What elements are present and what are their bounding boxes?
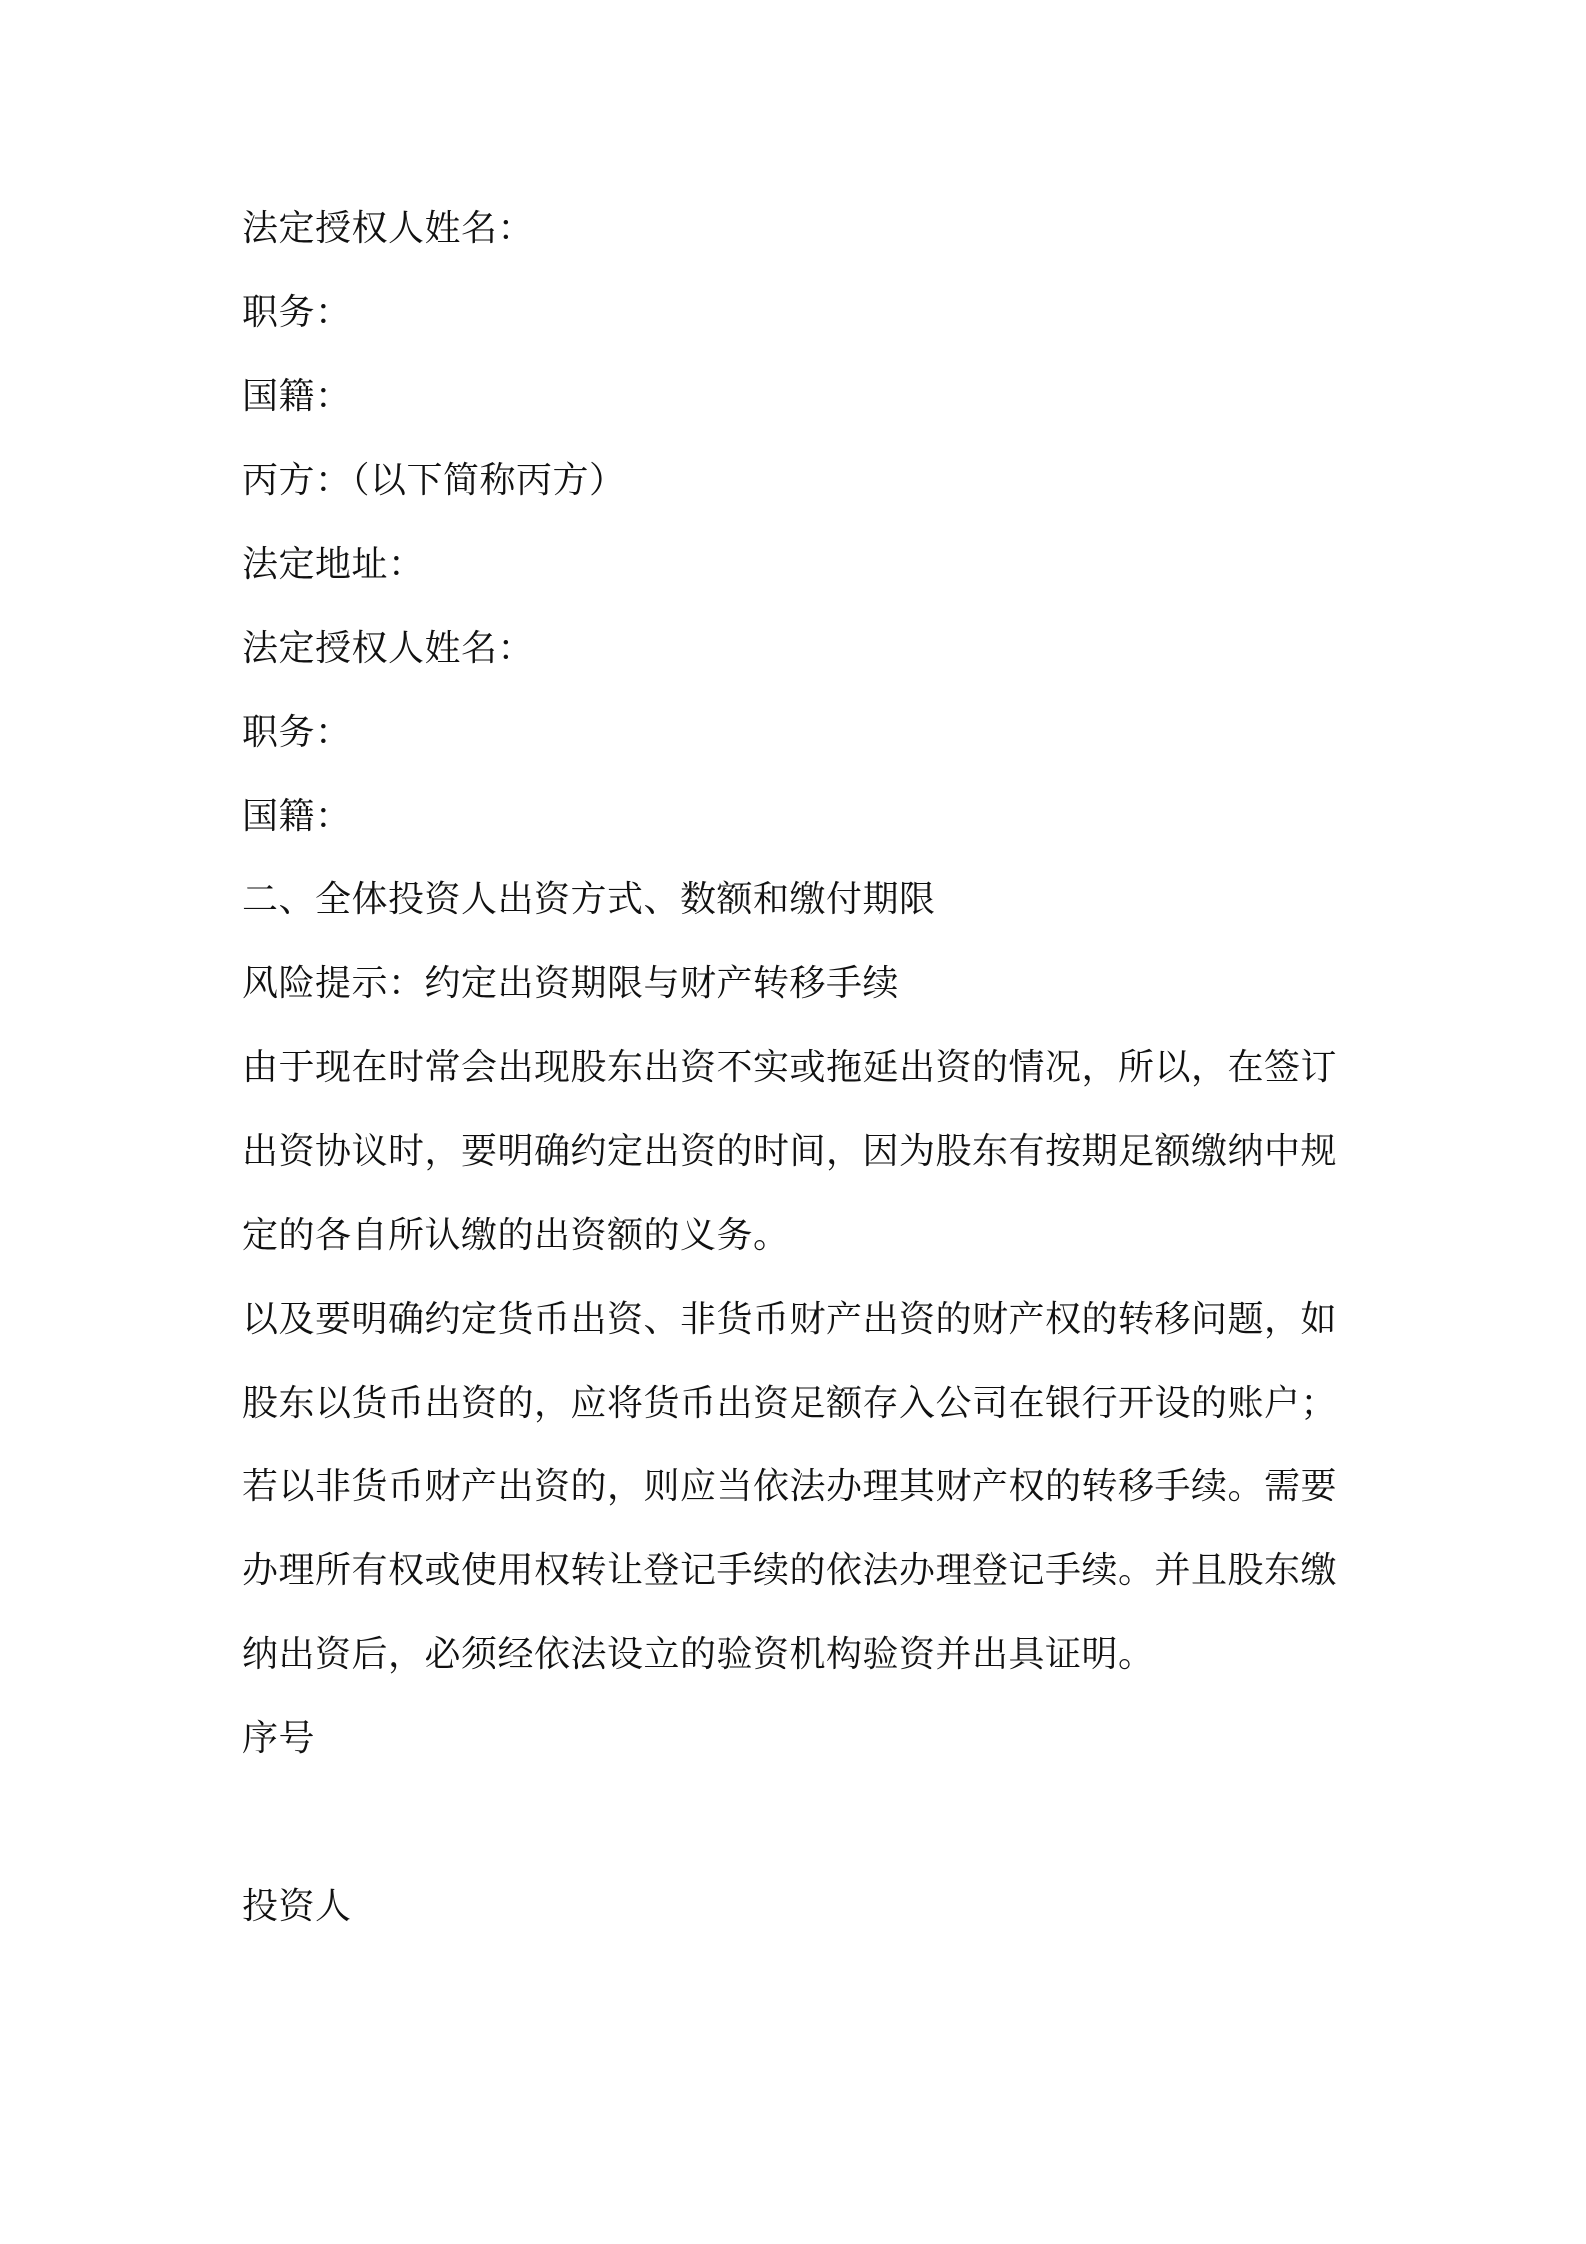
nationality-label: 国籍：	[242, 376, 352, 417]
paragraph-line: 以及要明确约定货币出资、非货币财产出资的财产权的转移问题，如	[242, 1299, 1338, 1340]
paragraph-line: 出资协议时，要明确约定出资的时间，因为股东有按期足额缴纳中规	[242, 1131, 1338, 1172]
section-heading: 二、全体投资人出资方式、数额和缴付期限	[242, 879, 936, 920]
party-c-heading: 丙方：（以下简称丙方）	[242, 460, 626, 501]
paragraph-line: 股东以货币出资的，应将货币出资足额存入公司在银行开设的账户；	[242, 1383, 1338, 1424]
paragraph-line: 纳出资后，必须经依法设立的验资机构验资并出具证明。	[242, 1634, 1155, 1675]
paragraph-line: 由于现在时常会出现股东出资不实或拖延出资的情况，所以，在签订	[242, 1047, 1338, 1088]
table-header-investor: 投资人	[242, 1886, 352, 1927]
position-label: 职务：	[242, 712, 352, 753]
risk-tip: 风险提示：约定出资期限与财产转移手续	[242, 963, 900, 1004]
table-header-serial: 序号	[242, 1718, 316, 1759]
position-label: 职务：	[242, 292, 352, 333]
legal-address-label: 法定地址：	[242, 544, 425, 585]
authorized-person-name-label: 法定授权人姓名：	[242, 208, 535, 249]
paragraph-line: 若以非货币财产出资的，则应当依法办理其财产权的转移手续。需要	[242, 1466, 1338, 1507]
authorized-person-name-label: 法定授权人姓名：	[242, 628, 535, 669]
paragraph-line: 定的各自所认缴的出资额的义务。	[242, 1215, 790, 1256]
nationality-label: 国籍：	[242, 796, 352, 837]
paragraph-line: 办理所有权或使用权转让登记手续的依法办理登记手续。并且股东缴	[242, 1550, 1338, 1591]
